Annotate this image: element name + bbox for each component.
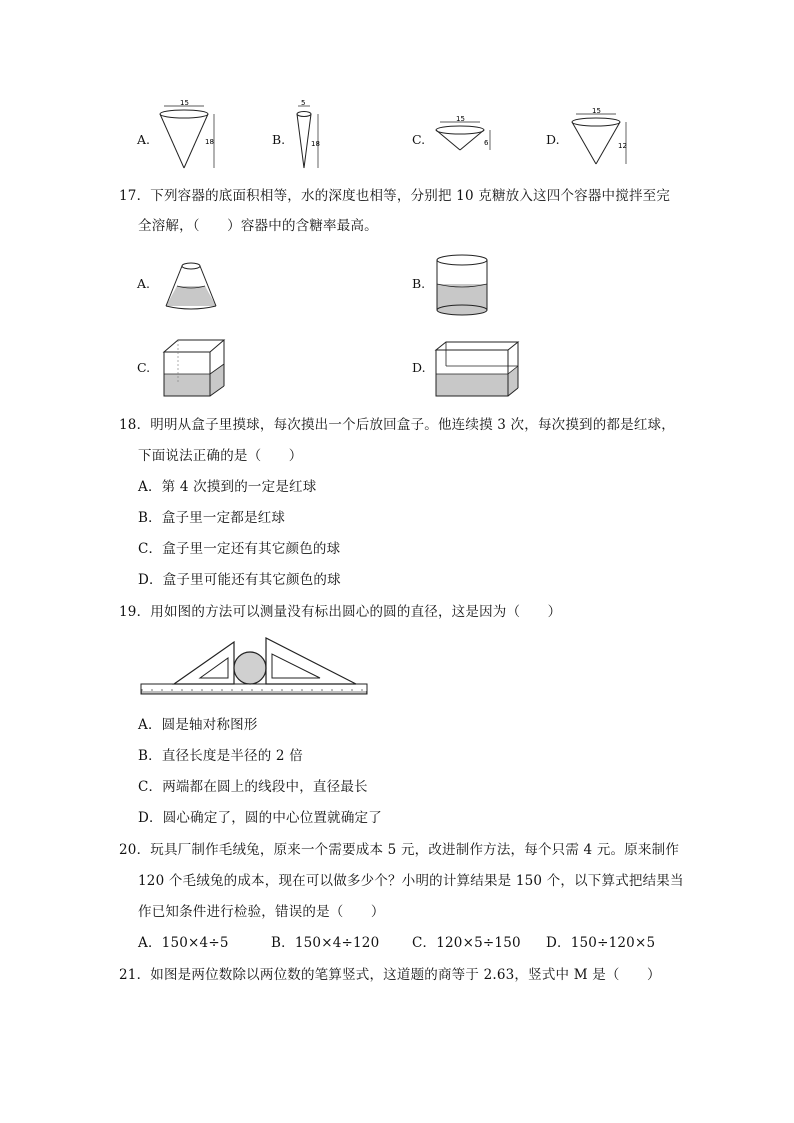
q16-cone-b-height: 18 [311,140,320,148]
q20-option-b: B．150×4÷120 [271,935,380,951]
q16-cone-d-top: 15 [592,108,601,115]
q18-option-d: D．盒子里可能还有其它颜色的球 [138,572,341,588]
q17-option-a-label: A. [137,276,151,291]
q16-cone-d-height: 12 [618,142,627,150]
q16-cone-c-top: 15 [456,116,465,123]
q17-option-d-label: D. [412,360,426,375]
q17-cuboid-container-figure [432,336,522,400]
q19-option-b: B．直径长度是半径的 2 倍 [138,748,303,764]
q20-option-a: A．150×4÷5 [138,935,229,951]
q17-option-b-label: B. [412,276,426,291]
q16-cone-a-figure [152,100,224,172]
q20-text-line-2: 120 个毛绒兔的成本，现在可以做多少个？小明的计算结果是 150 个，以下算式把结果当 [138,873,684,889]
q18-option-b: B．盒子里一定都是红球 [138,510,286,526]
q18-option-a: A．第 4 次摸到的一定是红球 [138,479,317,495]
q16-option-d-label: D. [546,132,560,147]
q16-option-b-label: B. [272,132,286,147]
q16-cone-a-height: 18 [205,138,214,146]
q20-text-line-3: 作已知条件进行检验，错误的是（ ） [138,904,385,920]
q16-cone-b-figure [290,100,340,172]
q17-text-line-1: 17．下列容器的底面积相等，水的深度也相等，分别把 10 克糖放入这四个容器中搅拌至完 [119,188,671,204]
q17-frustum-container-figure [158,256,224,310]
q16-cone-a-top: 15 [180,100,189,107]
q18-option-c: C．盒子里一定还有其它颜色的球 [138,541,341,557]
q18-text-line-2: 下面说法正确的是（ ） [138,448,303,464]
q17-cube-container-figure [160,334,228,400]
q17-option-c-label: C. [137,360,151,375]
q19-ruler-triangles-circle-figure [140,636,368,698]
q19-option-c: C．两端都在圆上的线段中，直径最长 [138,779,368,795]
q17-text-line-2: 全溶解，（ ）容器中的含糖率最高。 [138,218,378,234]
q18-text-line-1: 18．明明从盒子里摸球，每次摸出一个后放回盒子。他连续摸 3 次，每次摸到的都是红球， [119,417,675,433]
q16-option-c-label: C. [412,132,426,147]
q20-option-c: C．120×5÷150 [412,935,521,951]
q21-text-line-1: 21．如图是两位数除以两位数的笔算竖式，这道题的商等于 2.63，竖式中 M 是（ ） [119,967,661,983]
q17-cylinder-container-figure [432,250,492,318]
q16-cone-c-figure [432,116,502,162]
q16-cone-c-height: 6 [484,139,489,147]
q19-option-d: D．圆心确定了，圆的中心位置就确定了 [138,810,382,826]
q16-cone-b-top: 5 [301,100,306,107]
q19-text-line-1: 19．用如图的方法可以测量没有标出圆心的圆的直径，这是因为（ ） [119,604,562,620]
q20-text-line-1: 20．玩具厂制作毛绒兔，原来一个需要成本 5 元，改进制作方法，每个只需 4 元。原来制作 [119,842,680,858]
q16-cone-d-figure [566,108,638,170]
q20-option-d: D．150÷120×5 [546,935,656,951]
q16-option-a-label: A. [137,132,151,147]
q19-option-a: A．圆是轴对称图形 [138,717,258,733]
